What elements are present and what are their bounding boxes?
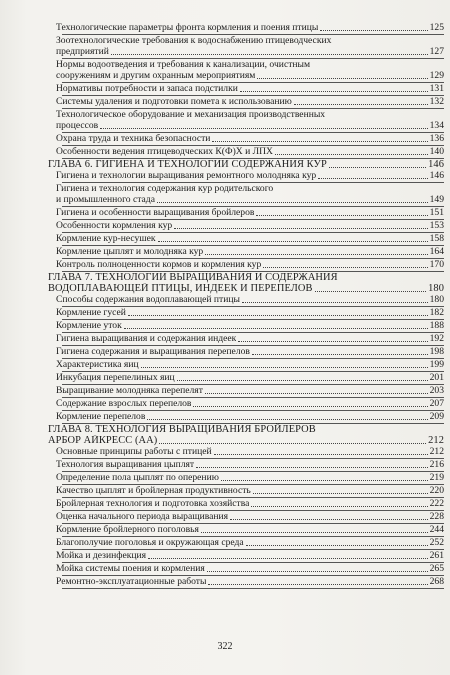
toc-entry-text: Способы содержания водоплавающей птицы (56, 294, 240, 305)
dot-leader (193, 406, 427, 407)
toc-entry-text: Кормление бройлерного поголовья (56, 524, 199, 535)
toc-entry-page: 188 (429, 320, 444, 331)
toc-entry-text: Технология выращивания цыплят (56, 459, 195, 470)
dot-leader (158, 241, 428, 242)
dot-leader (148, 558, 428, 559)
toc-entry-page: 209 (429, 411, 444, 422)
toc-entry (48, 320, 444, 333)
toc-entry (48, 35, 444, 59)
toc-entry-text: Особенности кормления кур (56, 220, 173, 231)
toc-entry-text: Качество цыплят и бройлерная продуктивность (56, 485, 251, 496)
dot-leader (177, 380, 428, 381)
toc-entry-page: 180 (429, 294, 444, 305)
toc-entry-text: сооружениям и другим охранным мероприятиям (56, 70, 256, 81)
toc-entry-text: Нормативы потребности и запаса подстилки (56, 83, 238, 94)
dot-leader (240, 91, 428, 92)
toc-entry (48, 550, 444, 563)
toc-entry-text: Гигиена выращивания и содержания индеек (56, 333, 237, 344)
toc-entry-text: Кормление цыплят и молодняка кур (56, 246, 204, 257)
dot-leader (205, 254, 427, 255)
toc-entry-page: 201 (429, 372, 444, 383)
toc-entry (48, 220, 444, 233)
toc-entry-text: ВОДОПЛАВАЮЩЕЙ ПТИЦЫ, ИНДЕЕК И ПЕРЕПЕЛОВ (48, 283, 313, 294)
toc-chapter-heading (48, 159, 444, 170)
toc-entry-page: 127 (429, 46, 444, 57)
toc-entry (48, 259, 444, 272)
toc-entry-text: ГЛАВА 7. ТЕХНОЛОГИИ ВЫРАЩИВАНИЯ И СОДЕРЖАНИЯ (48, 272, 338, 283)
toc-entry-text: Гигиена и технологии выращивания ремонтного молодняка кур (56, 170, 317, 181)
toc-entry (48, 411, 444, 424)
toc-entry-page: 153 (429, 220, 444, 231)
toc-entry-text: Зоотехнологические требования к водоснабжению птицеводческих (56, 35, 332, 46)
toc-entry (48, 96, 444, 109)
toc-entry-page: 212 (429, 446, 444, 457)
dot-leader (230, 519, 428, 520)
toc-entry (48, 372, 444, 385)
toc-entry-page: 199 (429, 359, 444, 370)
toc-entry-text: Благополучие поголовья и окружающая среда (56, 537, 244, 548)
toc-entry (48, 109, 444, 133)
toc-entry (48, 246, 444, 259)
dot-leader (141, 367, 428, 368)
toc-entry (48, 576, 444, 589)
toc-entry-text: Выращивание молодняка перепелят (56, 385, 203, 396)
toc-entry (48, 472, 444, 485)
dot-leader (318, 178, 427, 179)
toc-entry-text: Гигиена содержания и выращивания перепелов (56, 346, 250, 357)
toc-entry-text: Охрана труда и техника безопасности (56, 133, 211, 144)
toc-entry (48, 511, 444, 524)
toc-entry (48, 459, 444, 472)
toc-entry-text: Определение пола цыплят по оперению (56, 472, 219, 483)
row-divider (62, 588, 444, 589)
toc-entry-text: Технологические параметры фронта кормления и поения птицы (56, 22, 319, 33)
toc-entry (48, 294, 444, 307)
toc-entry-page: 180 (428, 283, 444, 294)
toc-entry-text: Контроль полноценности кормов и кормления кур (56, 259, 262, 270)
toc-entry (48, 485, 444, 498)
toc-entry-text: Гигиена и особенности выращивания бройлеров (56, 207, 255, 218)
toc-entry (48, 446, 444, 459)
dot-leader (315, 291, 427, 292)
toc-entry-page: 261 (429, 550, 444, 561)
toc-entry (48, 207, 444, 220)
toc-entry-text: Мойка системы поения и кормления (56, 563, 205, 574)
toc-entry-page: 140 (429, 146, 444, 157)
toc-chapter-heading (48, 272, 444, 294)
toc-entry-text: Особенности ведения птицеводческих К(Ф)Х и ЛПХ (56, 146, 273, 157)
dot-leader (212, 141, 427, 142)
toc-entry-page: 216 (429, 459, 444, 470)
toc-entry-page: 228 (429, 511, 444, 522)
toc-entry (48, 333, 444, 346)
dot-leader (128, 315, 428, 316)
toc-entry (48, 307, 444, 320)
toc-entry-page: 158 (429, 233, 444, 244)
toc-entry (48, 22, 444, 35)
toc-entry-page: 146 (428, 159, 444, 170)
toc-entry (48, 233, 444, 246)
toc-entry (48, 359, 444, 372)
toc-entry-page: 203 (429, 385, 444, 396)
toc-entry-page: 268 (429, 576, 444, 587)
toc-entry (48, 133, 444, 146)
toc-entry-text: предприятий (56, 46, 109, 57)
toc-entry (48, 524, 444, 537)
toc-entry-page: 219 (429, 472, 444, 483)
dot-leader (100, 128, 427, 129)
toc-entry-page: 125 (429, 22, 444, 33)
dot-leader (294, 104, 428, 105)
toc-entry-text: Основные принципы работы с птицей (56, 446, 212, 457)
toc-entry-page: 212 (428, 435, 444, 446)
toc-entry-page: 265 (429, 563, 444, 574)
dot-leader (329, 167, 426, 168)
toc-entry-page: 131 (429, 83, 444, 94)
toc-entry-text: Кормление уток (56, 320, 122, 331)
toc-entry-page: 170 (429, 259, 444, 270)
toc-entry (48, 183, 444, 207)
toc-entry-text: Кормление перепелов (56, 411, 146, 422)
toc-entry-page: 252 (429, 537, 444, 548)
toc-entry (48, 563, 444, 576)
dot-leader (221, 480, 428, 481)
toc-entry-page: 192 (429, 333, 444, 344)
dot-leader (147, 419, 427, 420)
toc-entry-page: 222 (429, 498, 444, 509)
toc-entry-text: Мойка и дезинфекция (56, 550, 147, 561)
toc-entry-text: Ремонтно-эксплуатационные работы (56, 576, 207, 587)
toc-entry (48, 498, 444, 511)
dot-leader (205, 393, 428, 394)
toc-chapter-heading (48, 424, 444, 446)
toc-entry-text: ГЛАВА 6. ГИГИЕНА И ТЕХНОЛОГИИ СОДЕРЖАНИЯ КУР (48, 159, 327, 170)
toc-entry-page: 207 (429, 398, 444, 409)
toc-entry-page: 146 (429, 170, 444, 181)
toc-entry-page: 149 (429, 194, 444, 205)
toc-entry-text: и промышленного стада (56, 194, 155, 205)
toc-entry (48, 385, 444, 398)
toc-entry-page: 182 (429, 307, 444, 318)
toc-entry-text: Характеристика яиц (56, 359, 139, 370)
dot-leader (275, 154, 428, 155)
toc-entry-page: 136 (429, 133, 444, 144)
dot-leader (263, 267, 427, 268)
dot-leader (256, 215, 427, 216)
dot-leader (320, 30, 427, 31)
toc-entry-page: 151 (429, 207, 444, 218)
toc-entry-text: ГЛАВА 8. ТЕХНОЛОГИЯ ВЫРАЩИВАНИЯ БРОЙЛЕРОВ (48, 424, 316, 435)
dot-leader (208, 584, 427, 585)
toc-entry (48, 537, 444, 550)
toc-entry-text: Содержание взрослых перепелов (56, 398, 192, 409)
toc-entry (48, 146, 444, 159)
dot-leader (174, 228, 427, 229)
dot-leader (207, 571, 428, 572)
toc-entry-page: 198 (429, 346, 444, 357)
toc-entry (48, 170, 444, 183)
dot-leader (238, 341, 427, 342)
toc-entry-page: 164 (429, 246, 444, 257)
dot-leader (252, 354, 428, 355)
table-of-contents (48, 22, 444, 589)
dot-leader (257, 78, 427, 79)
toc-entry-text: Гигиена и технология содержания кур родительского (56, 183, 274, 194)
toc-entry-text: Оценка начального периода выращивания (56, 511, 229, 522)
toc-entry-page: 220 (429, 485, 444, 496)
toc-entry-text: Кормление гусей (56, 307, 126, 318)
toc-entry-text: Инкубация перепелиных яиц (56, 372, 175, 383)
toc-entry-text: Кормление кур-несушек (56, 233, 156, 244)
toc-entry-page: 129 (429, 70, 444, 81)
dot-leader (214, 454, 428, 455)
toc-entry-text: Бройлерная технология и подготовка хозяйства (56, 498, 250, 509)
toc-entry (48, 83, 444, 96)
toc-entry-text: АРБОР АЙКРЕСС (АА) (48, 435, 158, 446)
toc-entry-page: 134 (429, 120, 444, 131)
dot-leader (253, 493, 428, 494)
toc-entry-page: 244 (429, 524, 444, 535)
toc-entry-page: 132 (429, 96, 444, 107)
dot-leader (159, 443, 426, 444)
dot-leader (196, 467, 428, 468)
toc-entry (48, 59, 444, 83)
toc-entry-text: Технологическое оборудование и механизация производственных (56, 109, 326, 120)
toc-entry-text: Системы удаления и подготовки помета к использованию (56, 96, 292, 107)
toc-entry (48, 398, 444, 411)
dot-leader (242, 302, 428, 303)
dot-leader (246, 545, 428, 546)
toc-entry-text: Нормы водоотведения и требования к канализации, очистным (56, 59, 311, 70)
dot-leader (157, 202, 428, 203)
dot-leader (111, 54, 428, 55)
dot-leader (201, 532, 428, 533)
page-number: 322 (217, 641, 233, 652)
dot-leader (124, 328, 428, 329)
toc-entry-text: процессов (56, 120, 99, 131)
dot-leader (251, 506, 427, 507)
toc-entry (48, 346, 444, 359)
